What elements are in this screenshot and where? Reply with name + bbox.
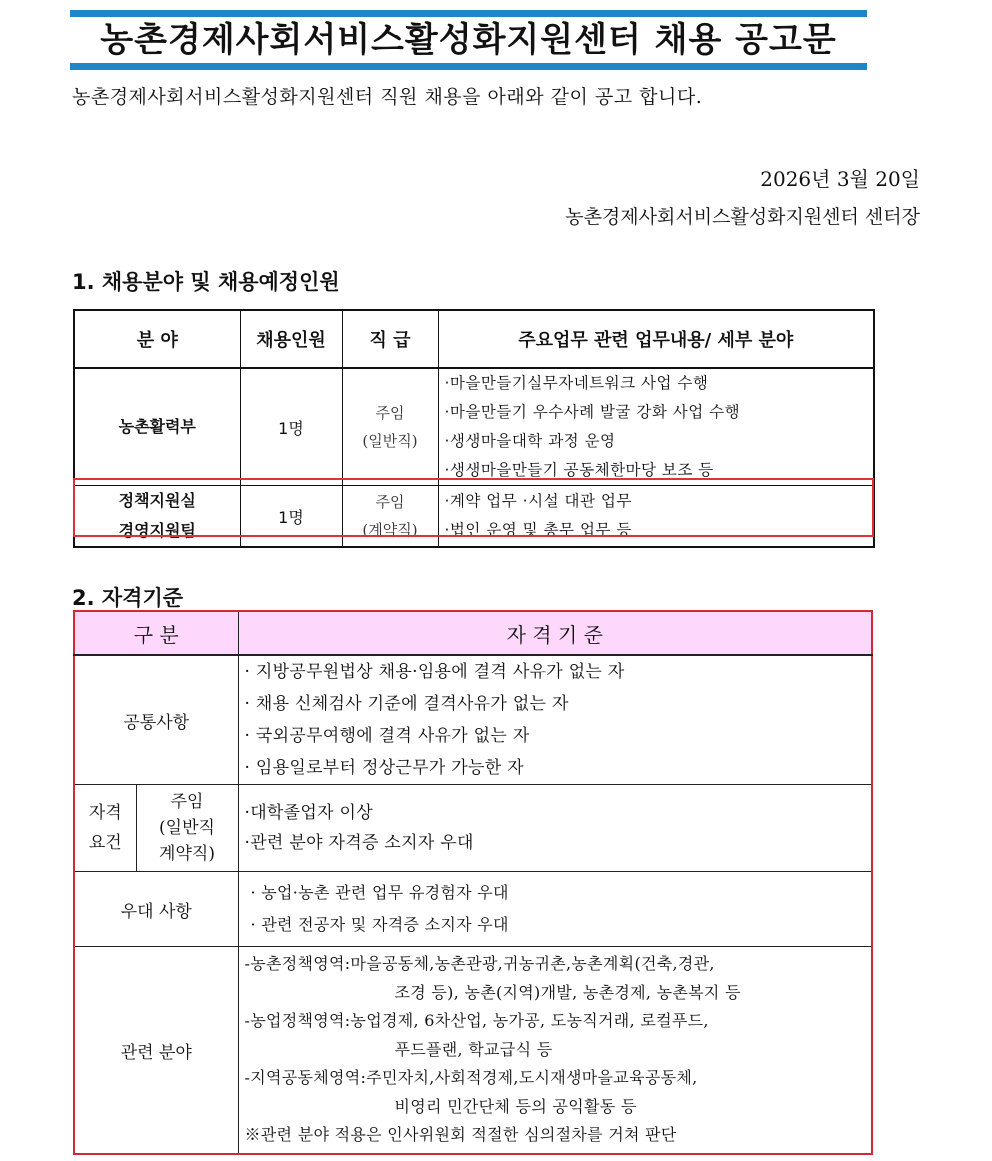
duty-item: ·생생마을만들기 공동체한마당 보조 등	[444, 461, 714, 479]
table-header-row	[74, 611, 872, 655]
rank-line: 주임	[375, 493, 405, 511]
qualification-items	[238, 785, 872, 872]
col-header: 자 격 기 준	[238, 611, 872, 655]
recruitment-table	[73, 309, 875, 548]
row-label: 공통사항	[74, 655, 238, 785]
intro-text: 농촌경제사회서비스활성화지원센터 직원 채용을 아래와 같이 공고 합니다.	[72, 86, 703, 108]
col-header: 채용인원	[240, 310, 342, 368]
common-items	[238, 655, 872, 785]
table-row	[74, 872, 872, 947]
col-header: 분 야	[74, 310, 240, 368]
list-item: ·관련 분야 자격증 소지자 우대	[244, 833, 474, 853]
duties-cell	[438, 368, 874, 486]
list-item: 조경 등), 농촌(지역)개발, 농촌경제, 농촌복지 등	[394, 982, 741, 1002]
list-item: · 국외공무여행에 결격 사유가 없는 자	[244, 726, 530, 746]
list-item: · 임용일로부터 정상근무가 가능한 자	[244, 758, 524, 778]
duty-item: ·마을만들기 우수사례 발굴 강화 사업 수행	[444, 403, 741, 421]
field-items	[238, 947, 872, 1155]
table-row	[74, 785, 872, 872]
notice-date: 2026년 3월 20일	[760, 167, 920, 191]
dept-cell	[74, 486, 240, 548]
count-cell: 1명	[240, 368, 342, 486]
list-item: -지역공동체영역:주민자치,사회적경제,도시재생마을교육공동체,	[244, 1068, 698, 1088]
col-header: 구 분	[74, 611, 238, 655]
rank-cell	[342, 486, 438, 548]
list-item: -농촌정책영역:마을공동체,농촌관광,귀농귀촌,농촌계획(건축,경관,	[244, 954, 715, 974]
sub-label	[136, 785, 238, 872]
dept-name: 경영지원팀	[118, 521, 196, 540]
qualification-table	[73, 610, 873, 1155]
rank-line: (계약직)	[362, 521, 418, 539]
list-item: · 관련 전공자 및 자격증 소지자 우대	[250, 915, 509, 934]
signer: 농촌경제사회서비스활성화지원센터 센터장	[565, 206, 920, 228]
duty-item: ·마을만들기실무자네트워크 사업 수행	[444, 374, 709, 392]
row-label	[74, 785, 136, 872]
duties-cell	[438, 486, 874, 548]
list-item: ※관련 분야 적용은 인사위원회 적절한 심의절차를 거쳐 판단	[244, 1125, 677, 1145]
dept-name: 농촌활력부	[118, 417, 196, 436]
list-item: · 지방공무원법상 채용·임용에 결격 사유가 없는 자	[244, 662, 625, 682]
row-label: 관련 분야	[74, 947, 238, 1155]
table-row	[74, 655, 872, 785]
list-item: 푸드플랜, 학교급식 등	[394, 1039, 553, 1059]
label-line: (일반직	[159, 818, 215, 838]
list-item: ·대학졸업자 이상	[244, 803, 373, 823]
col-header: 주요업무 관련 업무내용/ 세부 분야	[438, 310, 874, 368]
rank-line: 주임	[375, 404, 405, 422]
duty-item: ·계약 업무 ·시설 대관 업무	[444, 492, 632, 510]
list-item: 비영리 민간단체 등의 공익활동 등	[394, 1096, 637, 1116]
duty-item: ·생생마을대학 과정 운영	[444, 432, 616, 450]
title-bar-bottom	[70, 63, 867, 70]
preference-items	[238, 872, 872, 947]
list-item: · 채용 신체검사 기준에 결격사유가 없는 자	[244, 694, 569, 714]
table-row	[74, 486, 874, 548]
rank-cell	[342, 368, 438, 486]
dept-name: 정책지원실	[118, 491, 196, 510]
label-line: 자격	[88, 803, 122, 823]
duty-item: ·법인 운영 및 총무 업무 등	[444, 521, 632, 539]
col-header: 직 급	[342, 310, 438, 368]
table-row	[74, 947, 872, 1155]
page-title: 농촌경제사회서비스활성화지원센터 채용 공고문	[100, 20, 837, 60]
label-line: 계약직)	[159, 844, 215, 864]
label-line: 주임	[170, 792, 204, 812]
label-line: 요건	[88, 833, 122, 853]
section1-heading: 1. 채용분야 및 채용예정인원	[72, 270, 340, 294]
list-item: -농업정책영역:농업경제, 6차산업, 농가공, 도농직거래, 로컬푸드,	[244, 1011, 709, 1031]
table-row	[74, 368, 874, 486]
count-cell: 1명	[240, 486, 342, 548]
table-header-row	[74, 310, 874, 368]
list-item: · 농업·농촌 관련 업무 유경험자 우대	[250, 883, 509, 902]
row-label: 우대 사항	[74, 872, 238, 947]
section2-heading: 2. 자격기준	[72, 586, 184, 610]
dept-cell	[74, 368, 240, 486]
rank-line: (일반직)	[362, 432, 418, 450]
